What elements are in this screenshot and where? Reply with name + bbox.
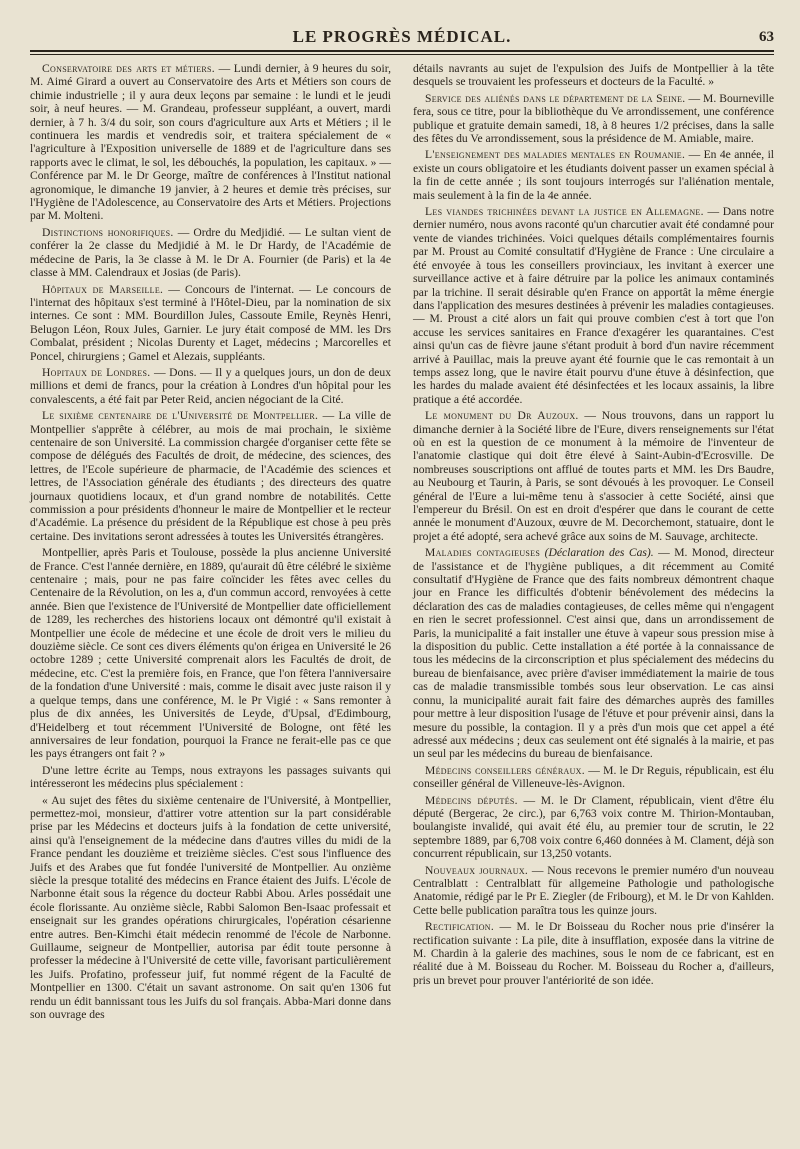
article-conseillers bbox=[413, 764, 774, 791]
article-deputes bbox=[413, 794, 774, 861]
header-rule-thick bbox=[30, 50, 774, 52]
paragraph-montpellier-4: « Au sujet des fêtes du sixième centenaire de l'Université, à Montpellier, permettez-moi, monsieur, d'attirer votre attention sur la part considérable prise par les Médecins et docteurs juifs à la fondation de cette université, ainsi qu'à l'enseignement de la médecine dans d'autres villes du midi de la France pendant les douzième et treizième siècles. C'est sous l'influence des Juifs et des Arabes que fut fondée l'université de Montpellier. Au onzième siècle la presque totalité des médecins en France étaient des Juifs. L'école de Narbonne était sous la régence du docteur Rabbi Abou. Arles possédait une école florissante. Au onzième siècle, Rabbi Salomon Ben-Isaac professait et enseignait sur les grandes opérations chirurgicales, l'opération césarienne entre autres. Ben-Kimchi était médecin renommé de l'école de Narbonne. Guillaume, seigneur de Montpellier, autorisa par édit toute personne à professer la médecine à l'Université de cette ville, favorisant particulièrement les Juifs. Profatino, professeur juif, fut nommé régent de la Faculté de Montpellier en 1300. C'était un savant astronome. On sait qu'en 1306 fut rendu un édit bannissant tous les Juifs du sol français. Abba-Mari donne dans son ouvrage des bbox=[30, 793, 391, 1022]
heading-montpellier: Le sixième centenaire de l'Université de Montpellier. bbox=[42, 409, 319, 423]
text-conservatoire: — Lundi dernier, à 9 heures du soir, M. Aimé Girard a ouvert au Conservatoire des Arts et Métiers son cours de chimie industrielle ; il y aura deux leçons par semaine : le lundi et le jeudi soir, à neuf heures. — M. Grandeau, professeur suppléant, a ouvert, mardi dernier, à 7 h. 3/4 du soir, son cours d'agriculture aux Arts et Métiers ; il le continuera les mardis et vendredis soir, et traitera spécialement de « l'agriculture à l'Exposition universelle de 1889 et de l'agriculture dans ses rapports avec le climat, le sol, les débouchés, la population, les capitaux. » — Conférence par M. le Dr George, maître de conférences à l'Institut national agronomique, le dimanche 19 janvier, à 2 heures et demie très précises, sur l'Hygiène de l'Adolescence, au Conservatoire des Arts et Métiers. Projections par M. Molteni. bbox=[30, 62, 391, 223]
text-auzoux: — Nous trouvons, dans un rapport lu dimanche dernier à la Société libre de l'Eure, divers renseignements sur l'état où en est la question de ce monument à la mémoire de l'inventeur de l'anatomie clastique qui doit être élevé à Saint-Aubin-d'Ecrosville. De nombreuses souscriptions ont afflué de toutes parts et MM. les Drs Baudre, au Neubourg et Taurin, à Paris, se sont dévoués à les provoquer. Le Conseil général de l'Eure a lui-même tenu à s'associer à cette Société, ainsi que l'empereur du Brésil. On est en droit d'espérer que dans le courant de cette année le monument d'Auzoux, œuvre de M. Decorchemont, statuaire, dont le projet a été adopté, sera achevé grâce aux soins de M. Sauvage, architecte. bbox=[413, 409, 774, 543]
text-roumanie: — En 4e année, il existe un cours obligatoire et les étudiants doivent passer un examen spécial à la fin de cette année ; ils sont toujours interrogés sur l'aliénation mentale, mais seulement à la fin de la 4e année. bbox=[413, 148, 775, 202]
heading-londres: Hopitaux de Londres. bbox=[42, 365, 151, 379]
heading-rectification: Rectification. bbox=[425, 920, 495, 934]
heading-distinctions: Distinctions honorifiques. bbox=[42, 225, 174, 239]
heading-auzoux: Le monument du Dr Auzoux. bbox=[425, 409, 579, 423]
heading-contagieuses: Maladies contagieuses bbox=[425, 546, 541, 560]
text-conseillers: — M. le Dr Reguis, républicain, est élu conseiller général de Villeneuve-lès-Avignon. bbox=[413, 763, 774, 791]
paragraph-montpellier-3: D'une lettre écrite au Temps, nous extrayons les passages suivants qui intéresseront les médecins plus spécialement : bbox=[30, 763, 391, 791]
text-montpellier-1: — La ville de Montpellier s'apprête à célébrer, au mois de mai prochain, le sixième centenaire de son Université. La commission chargée d'organiser cette fête se compose de délégués des Facultés de droit, de médecine, des sciences, des lettres, de l'Ecole supérieure de pharmacie, de l'Académie des sciences et lettres, de l'Association générale des étudiants ; des directeurs des quatre journaux quotidiens locaux, et d'un grand nombre de notabilités. Cette commission a pour présidents d'honneur le maire de Montpellier et le recteur d'Académie. La présence du président de la République est chose à peu près certaine. Des invitations seront adressées à toutes les Universités étrangères. bbox=[30, 409, 391, 543]
text-rectification: — M. le Dr Boisseau du Rocher nous prie d'insérer la rectification suivante : La pile, dite à insufflation, exposée dans la vitrine de M. Chardin à la galerie des machines, sous le nom de ce fabricant, est en réalité due à M. Boisseau du Rocher. M. Boisseau du Rocher a, d'ailleurs, pris un brevet pour prouver l'antériorité de son idée. bbox=[413, 920, 774, 987]
header-rule-thin bbox=[30, 54, 774, 55]
heading-marseille: Hôpitaux de Marseille. bbox=[42, 282, 164, 296]
article-londres bbox=[30, 366, 391, 406]
left-column bbox=[30, 62, 391, 1024]
heading-roumanie: L'enseignement des maladies mentales en Roumanie. bbox=[425, 148, 686, 162]
article-rectification bbox=[413, 920, 774, 987]
article-journaux bbox=[413, 864, 774, 918]
article-conservatoire bbox=[30, 62, 391, 223]
article-roumanie bbox=[413, 148, 774, 202]
paragraph-montpellier-cont: détails navrants au sujet de l'expulsion des Juifs de Montpellier à la tête desquels se trouvaient les professeurs et docteurs de la Faculté. » bbox=[413, 62, 774, 89]
subtitle-contagieuses: (Déclaration des Cas). bbox=[540, 546, 654, 560]
text-journaux: — Nous recevons le premier numéro d'un nouveau Centralblatt : Centralblatt für allgemeine Pathologie und pathologische Anatomie, rédigé par le Pr E. Ziegler (de Fribourg), et M. le Dr von Kahlden. Cette belle publication paraîtra tous les quinze jours. bbox=[413, 863, 774, 917]
text-trichinees: — Dans notre dernier numéro, nous avons raconté qu'un charcutier avait été condamné pour vente de viandes trichinées. Voici quelques détails complémentaires fournis par M. Proust au Comité consultatif d'Hygiène de France : Une circulaire a été envoyée à tous les conseillers provinciaux, les invitant à exercer une surveillance active et à faire détruire par la police les animaux contaminés par la trichine. Il serait désirable qu'en France on apportât la même énergie dans l'application des mesures destinées à prévenir les maladies contagieuses. — M. Proust a cité alors un fait qui prouve combien c'est à tort que l'on accuse les services sanitaires en France d'exagérer les quarantaines. C'est ainsi qu'un cas de fièvre jaune s'étant produit à bord d'un navire récemment arrivé à Pauillac, mais la preuve ayant été fournie que le cas remontait à un temps assez long, que le navire était pourvu d'une étuve à désinfection, que les hardes du malade avaient été désinfectées et les locaux assainis, la libre pratique a été accordée. bbox=[413, 205, 774, 406]
text-marseille: — Concours de l'internat. — Le concours de l'internat des hôpitaux s'est terminé à l'Hôtel-Dieu, par la nomination de six internes. Ce sont : MM. Bourdillon Jules, Cassoute Emile, Reynès Henri, Belugon Léon, Roux Jules, Garnier. Le jury était composé de MM. les Drs Combalat, président ; Nicolas Durenty et Laget, médecins ; Marcorelles et Poncel, chirurgiens ; Gamel et Alezais, suppléants. bbox=[30, 282, 391, 363]
text-deputes: — M. le Dr Clament, républicain, vient d'être élu député (Bergerac, 2e circ.), par 6,763 voix contre M. Thirion-Montauban, boulangiste invalidé, qui avait été élu, au premier tour de scrutin, le 22 septembre 1889, par 6,708 voix contre 6,460 données à M. Clament, déjà son concurrent républicain, sur 13,250 votants. bbox=[413, 793, 774, 861]
running-title: LE PROGRÈS MÉDICAL. bbox=[292, 27, 512, 46]
page-header bbox=[30, 0, 774, 62]
text-distinctions: — Ordre du Medjidié. — Le sultan vient de conférer la 2e classe du Medjidié à M. le Dr Hardy, de l'Académie de médecine de Paris, la 3e classe à M. le Dr A. Fournier (de Paris) et la 4e classe à MM. Calendraux et Josias (de Paris). bbox=[30, 225, 391, 280]
article-auzoux bbox=[413, 409, 774, 543]
text-contagieuses: — M. Monod, directeur de l'assistance et de l'hygiène publiques, a dit récemment au Comité consultatif d'Hygiène de France que des faits nombreux démontrent chaque jour en France les difficultés d'obtenir bénévolement des médecins la déclaration des cas de maladies contagieuses, de celles même qui n'engagent en rien le secret professionnel. C'est ainsi que, dans un arrondissement de Paris, la municipalité a fait installer une étuve à vapeur sous pression mise à la disposition du public. Cette installation a été portée à la connaissance de tous les médecins de la circonscription et plus spécialement des médecins du bureau de bienfaisance, avec prière d'aviser immédiatement la mairie de tous cas de maladie transmissible tombés sous leur observation. Le cas ainsi connu, la municipalité aurait fait faire des démarches auprès des familles pour mettre à leur disposition l'usage de l'étuve et pour prévenir ainsi, dans la mesure du possible, la contagion. Il y a près d'un mois que cet appel a été adressé aux médecins ; deux cas seulement ont été signalés à la mairie, et pas un seul par les médecins du bureau de bienfaisance. bbox=[413, 546, 774, 761]
article-distinctions bbox=[30, 226, 391, 280]
heading-alienes: Service des aliénés dans le département de la Seine. bbox=[425, 91, 686, 105]
text-columns bbox=[30, 62, 774, 1024]
text-alienes: — M. Bourneville fera, sous ce titre, pour la bibliothèque du Ve arrondissement, une conférence publique et gratuite demain samedi, 18, à 8 heures 1/2 précises, dans la salle des fêtes du Ve arrondissement, sous la présidence de M. Amiable, maire. bbox=[413, 91, 774, 146]
right-column bbox=[413, 62, 774, 1024]
article-alienes bbox=[413, 92, 774, 146]
heading-conseillers: Médecins conseillers généraux. bbox=[425, 763, 585, 777]
article-trichinees bbox=[413, 205, 774, 406]
text-londres: — Dons. — Il y a quelques jours, un don de deux millions et demi de francs, pour la création à Londres d'un hôpital pour les convalescents, a été fait par Peter Reid, ancien négociant de la Cité. bbox=[30, 365, 391, 406]
heading-trichinees: Les viandes trichinées devant la justice en Allemagne. bbox=[425, 205, 704, 219]
article-montpellier bbox=[30, 409, 391, 543]
page-number: 63 bbox=[759, 29, 774, 45]
paragraph-montpellier-2: Montpellier, après Paris et Toulouse, possède la plus ancienne Université de France. C'est l'année dernière, en 1889, qu'aurait dû être célébré le sixième centenaire ; mais, pour ne pas faire coïncider les fêtes avec celles du Centenaire de la Révolution, on les a, d'un commun accord, renvoyées à cette année. Bien que l'existence de l'Université de Montpellier date officiellement de 1289, les recherches des historiens locaux ont démontré qu'il existait à Montpellier une école de médecine et une école de droit vers le milieu du douzième siècle. Ce sont ces divers éléments qu'on érigea en Université le 26 octobre 1289 ; cette Université comprenait alors les Facultés de droit, de médecine, etc. C'est la première fois, en France, que l'on fêtera l'anniversaire de la fondation d'une Université : mais, comme le disait avec juste raison il y a quelque temps, dans une conférence, M. le Pr Vigié : « Sans remonter à plus de dix années, les Universités de Leyde, d'Upsal, d'Edimbourg, d'Heidelberg et tout récemment l'Université de Bologne, ont fêté les anniversaires de leur fondation, pourquoi la France ne ferait-elle pas ce que les pays étrangers ont fait ? » bbox=[30, 546, 391, 761]
heading-deputes: Médecins députés. bbox=[425, 793, 518, 807]
article-contagieuses bbox=[413, 546, 774, 761]
article-marseille bbox=[30, 283, 391, 363]
heading-conservatoire: Conservatoire des arts et métiers. bbox=[42, 62, 215, 75]
heading-journaux: Nouveaux journaux. bbox=[425, 863, 529, 877]
